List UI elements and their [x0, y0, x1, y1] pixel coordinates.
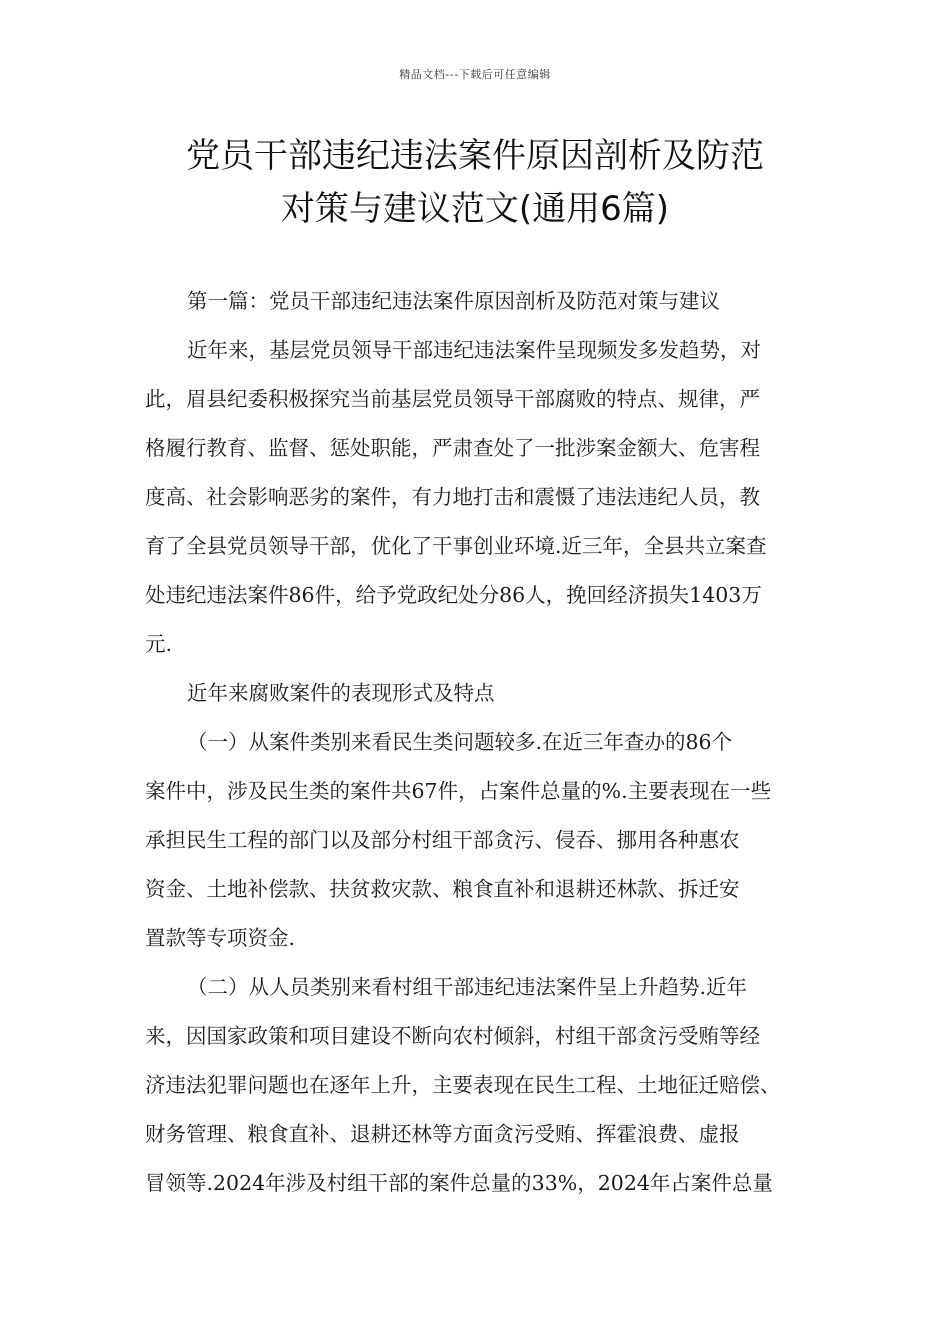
- title-line-2: 对策与建议范文(通用6篇): [280, 189, 670, 229]
- subheading: 近年来腐败案件的表现形式及特点: [187, 681, 495, 705]
- body-line: 此，眉县纪委积极探究当前基层党员领导干部腐败的特点、规律，严: [145, 387, 760, 411]
- header-note: 精品文档---下载后可任意编辑: [399, 68, 551, 81]
- body-line: 处违纪违法案件86件，给予党政纪处分86人，挽回经济损失1403万: [145, 583, 762, 607]
- section-heading: 第一篇：党员干部违纪违法案件原因剖析及防范对策与建议: [187, 289, 720, 313]
- body-line: 近年来，基层党员领导干部违纪违法案件呈现频发多发趋势，对: [187, 338, 761, 362]
- body-line: 来，因国家政策和项目建设不断向农村倾斜，村组干部贪污受贿等经: [145, 1024, 760, 1048]
- body-line: 度高、社会影响恶劣的案件，有力地打击和震慑了违法违纪人员，教: [145, 485, 760, 509]
- document-body: [145, 284, 825, 1215]
- body-line: 冒领等.2024年涉及村组干部的案件总量的33%，2024年占案件总量: [145, 1171, 773, 1195]
- body-line: 资金、土地补偿款、扶贫救灾款、粮食直补和退耕还林款、拆迁安: [145, 877, 740, 901]
- body-line: 置款等专项资金.: [145, 926, 296, 950]
- body-line: 财务管理、粮食直补、退耕还林等方面贪污受贿、挥霍浪费、虚报: [145, 1122, 740, 1146]
- document-title: [120, 130, 830, 236]
- body-line: 承担民生工程的部门以及部分村组干部贪污、侵吞、挪用各种惠农: [145, 828, 740, 852]
- body-line: 案件中，涉及民生类的案件共67件，占案件总量的%.主要表现在一些: [145, 779, 772, 803]
- body-line: 育了全县党员领导干部，优化了干事创业环境.近三年，全县共立案查: [145, 534, 767, 558]
- body-line: 格履行教育、监督、惩处职能，严肃查处了一批涉案金额大、危害程: [145, 436, 760, 460]
- body-line: （一）从案件类别来看民生类问题较多.在近三年查办的86个: [187, 730, 733, 754]
- body-line: 济违法犯罪问题也在逐年上升，主要表现在民生工程、土地征迁赔偿、: [145, 1073, 781, 1097]
- title-line-1: 党员干部违纪违法案件原因剖析及防范: [186, 136, 764, 176]
- body-line: 元.: [145, 632, 173, 656]
- body-line: （二）从人员类别来看村组干部违纪违法案件呈上升趋势.近年: [187, 975, 748, 999]
